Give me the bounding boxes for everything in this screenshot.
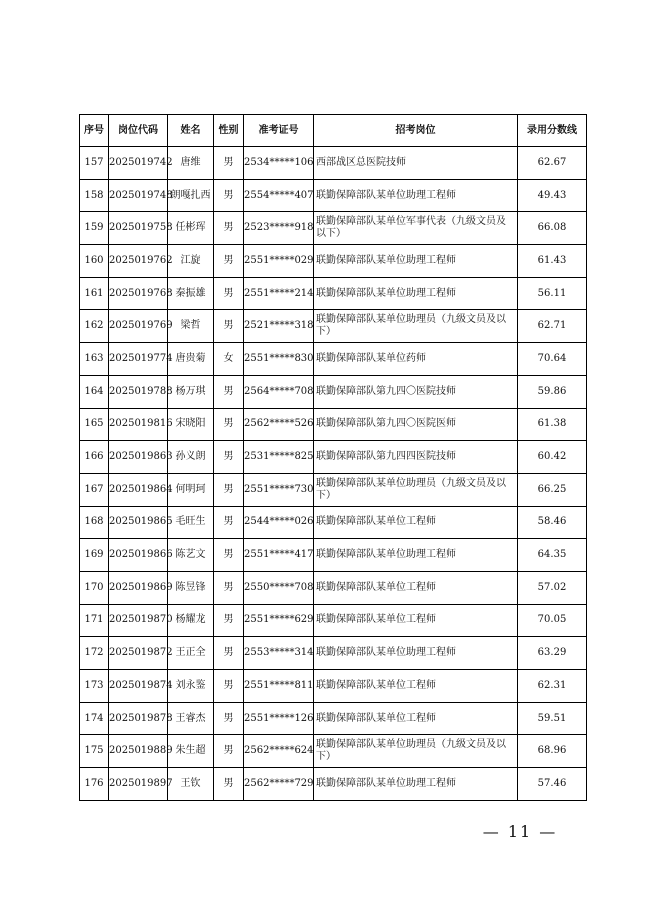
cell-exam-id: 2562*****624 (244, 735, 314, 768)
cell-exam-id: 2550*****708 (244, 571, 314, 604)
cell-post-code: 2025019788 (109, 375, 168, 408)
cell-exam-id: 2564*****708 (244, 375, 314, 408)
cell-post-code: 2025019762 (109, 245, 168, 278)
cell-serial-number: 167 (80, 473, 109, 506)
cell-serial-number: 158 (80, 179, 109, 212)
table-row (80, 147, 587, 180)
cell-score: 57.02 (518, 571, 587, 604)
cell-score: 62.31 (518, 670, 587, 703)
table-row (80, 768, 587, 801)
cell-gender: 男 (214, 604, 244, 637)
cell-serial-number: 172 (80, 637, 109, 670)
cell-post: 联勤保障部队某单位军事代表（九级文员及以下） (314, 212, 518, 245)
cell-post-code: 2025019774 (109, 343, 168, 376)
cell-exam-id: 2551*****126 (244, 702, 314, 735)
cell-post: 联勤保障部队某单位助理员（九级文员及以下） (314, 310, 518, 343)
table-row (80, 179, 587, 212)
cell-serial-number: 171 (80, 604, 109, 637)
cell-exam-id: 2531*****825 (244, 441, 314, 474)
cell-post: 联勤保障部队某单位工程师 (314, 571, 518, 604)
cell-name: 任彬珲 (168, 212, 214, 245)
cell-post: 联勤保障部队某单位助理工程师 (314, 245, 518, 278)
cell-post: 联勤保障部队某单位助理工程师 (314, 277, 518, 310)
cell-name: 陈昱锋 (168, 571, 214, 604)
table-row (80, 245, 587, 278)
table-row (80, 310, 587, 343)
cell-score: 63.29 (518, 637, 587, 670)
cell-score: 61.38 (518, 408, 587, 441)
cell-score: 61.43 (518, 245, 587, 278)
header-post: 招考岗位 (314, 115, 518, 147)
cell-exam-id: 2553*****314 (244, 637, 314, 670)
cell-score: 56.11 (518, 277, 587, 310)
cell-name: 朗嘎扎西 (168, 179, 214, 212)
cell-post: 联勤保障部队某单位药师 (314, 343, 518, 376)
cell-post-code: 2025019864 (109, 473, 168, 506)
table-row (80, 473, 587, 506)
cell-post-code: 2025019758 (109, 212, 168, 245)
cell-post: 联勤保障部队某单位助理员（九级文员及以下） (314, 735, 518, 768)
cell-score: 66.25 (518, 473, 587, 506)
cell-post: 联勤保障部队第九四四医院技师 (314, 441, 518, 474)
cell-name: 刘永鉴 (168, 670, 214, 703)
cell-post-code: 2025019870 (109, 604, 168, 637)
cell-serial-number: 169 (80, 539, 109, 572)
cell-name: 宋晓阳 (168, 408, 214, 441)
header-gender: 性别 (214, 115, 244, 147)
table-row (80, 571, 587, 604)
table-row (80, 277, 587, 310)
cell-exam-id: 2554*****407 (244, 179, 314, 212)
cell-name: 王正全 (168, 637, 214, 670)
cell-gender: 男 (214, 310, 244, 343)
cell-name: 杨耀龙 (168, 604, 214, 637)
cell-post-code: 2025019748 (109, 179, 168, 212)
cell-serial-number: 175 (80, 735, 109, 768)
cell-gender: 男 (214, 473, 244, 506)
table-row (80, 604, 587, 637)
cell-gender: 男 (214, 179, 244, 212)
cell-serial-number: 168 (80, 506, 109, 539)
cell-name: 毛旺生 (168, 506, 214, 539)
cell-score: 60.42 (518, 441, 587, 474)
header-score: 录用分数线 (518, 115, 587, 147)
header-post-code: 岗位代码 (109, 115, 168, 147)
cell-serial-number: 161 (80, 277, 109, 310)
cell-gender: 男 (214, 147, 244, 180)
cell-post-code: 2025019863 (109, 441, 168, 474)
cell-score: 57.46 (518, 768, 587, 801)
cell-name: 杨万琪 (168, 375, 214, 408)
cell-exam-id: 2551*****029 (244, 245, 314, 278)
cell-serial-number: 162 (80, 310, 109, 343)
cell-score: 66.08 (518, 212, 587, 245)
cell-post-code: 2025019897 (109, 768, 168, 801)
cell-gender: 男 (214, 670, 244, 703)
cell-post: 西部战区总医院技师 (314, 147, 518, 180)
cell-post-code: 2025019878 (109, 702, 168, 735)
header-serial-number: 序号 (80, 115, 109, 147)
table-row (80, 441, 587, 474)
cell-post: 联勤保障部队某单位工程师 (314, 506, 518, 539)
table-row (80, 408, 587, 441)
cell-post-code: 2025019869 (109, 571, 168, 604)
cell-score: 49.43 (518, 179, 587, 212)
cell-post: 联勤保障部队第九四〇医院医师 (314, 408, 518, 441)
cell-name: 江旋 (168, 245, 214, 278)
cell-gender: 男 (214, 637, 244, 670)
cell-gender: 男 (214, 571, 244, 604)
cell-gender: 男 (214, 702, 244, 735)
cell-exam-id: 2551*****730 (244, 473, 314, 506)
cell-gender: 男 (214, 539, 244, 572)
header-exam-id: 准考证号 (244, 115, 314, 147)
cell-post: 联勤保障部队某单位助理工程师 (314, 768, 518, 801)
header-name: 姓名 (168, 115, 214, 147)
cell-post: 联勤保障部队某单位助理员（九级文员及以下） (314, 473, 518, 506)
cell-post-code: 2025019768 (109, 277, 168, 310)
cell-exam-id: 2551*****417 (244, 539, 314, 572)
cell-post: 联勤保障部队某单位工程师 (314, 702, 518, 735)
cell-exam-id: 2544*****026 (244, 506, 314, 539)
cell-gender: 男 (214, 735, 244, 768)
cell-name: 秦振雄 (168, 277, 214, 310)
cell-exam-id: 2562*****729 (244, 768, 314, 801)
cell-score: 62.67 (518, 147, 587, 180)
cell-name: 何明珂 (168, 473, 214, 506)
cell-name: 陈艺文 (168, 539, 214, 572)
cell-exam-id: 2534*****106 (244, 147, 314, 180)
cell-score: 70.05 (518, 604, 587, 637)
cell-exam-id: 2551*****629 (244, 604, 314, 637)
cell-gender: 男 (214, 375, 244, 408)
cell-score: 70.64 (518, 343, 587, 376)
cell-name: 孙义朗 (168, 441, 214, 474)
cell-post: 联勤保障部队某单位助理工程师 (314, 637, 518, 670)
table-row (80, 702, 587, 735)
cell-serial-number: 176 (80, 768, 109, 801)
table-row (80, 506, 587, 539)
cell-serial-number: 164 (80, 375, 109, 408)
page-number: — 11 — (482, 822, 558, 841)
cell-name: 王睿杰 (168, 702, 214, 735)
cell-post-code: 2025019742 (109, 147, 168, 180)
cell-name: 唐维 (168, 147, 214, 180)
cell-score: 64.35 (518, 539, 587, 572)
cell-score: 68.96 (518, 735, 587, 768)
cell-gender: 男 (214, 441, 244, 474)
cell-score: 59.86 (518, 375, 587, 408)
cell-post-code: 2025019874 (109, 670, 168, 703)
cell-post-code: 2025019889 (109, 735, 168, 768)
table-row (80, 735, 587, 768)
table-row (80, 670, 587, 703)
cell-serial-number: 170 (80, 571, 109, 604)
cell-exam-id: 2562*****526 (244, 408, 314, 441)
cell-name: 朱生超 (168, 735, 214, 768)
cell-gender: 男 (214, 245, 244, 278)
cell-post-code: 2025019872 (109, 637, 168, 670)
cell-post: 联勤保障部队某单位助理工程师 (314, 179, 518, 212)
cell-gender: 男 (214, 408, 244, 441)
cell-serial-number: 165 (80, 408, 109, 441)
cell-serial-number: 173 (80, 670, 109, 703)
cell-post-code: 2025019866 (109, 539, 168, 572)
cell-gender: 男 (214, 212, 244, 245)
cell-name: 王钦 (168, 768, 214, 801)
cell-exam-id: 2521*****318 (244, 310, 314, 343)
table-row (80, 212, 587, 245)
cell-post: 联勤保障部队某单位工程师 (314, 604, 518, 637)
cell-serial-number: 174 (80, 702, 109, 735)
cell-post: 联勤保障部队某单位助理工程师 (314, 539, 518, 572)
table-row (80, 539, 587, 572)
cell-score: 62.71 (518, 310, 587, 343)
cell-exam-id: 2551*****214 (244, 277, 314, 310)
cell-serial-number: 163 (80, 343, 109, 376)
cell-serial-number: 166 (80, 441, 109, 474)
cell-gender: 女 (214, 343, 244, 376)
cell-gender: 男 (214, 768, 244, 801)
admission-score-table (79, 114, 587, 801)
cell-serial-number: 157 (80, 147, 109, 180)
table-row (80, 375, 587, 408)
cell-score: 58.46 (518, 506, 587, 539)
table-row (80, 637, 587, 670)
cell-post-code: 2025019769 (109, 310, 168, 343)
table-header-row (80, 115, 587, 147)
cell-post-code: 2025019816 (109, 408, 168, 441)
cell-name: 唐贵菊 (168, 343, 214, 376)
cell-serial-number: 160 (80, 245, 109, 278)
cell-name: 梁哲 (168, 310, 214, 343)
cell-exam-id: 2523*****918 (244, 212, 314, 245)
cell-post: 联勤保障部队某单位工程师 (314, 670, 518, 703)
cell-exam-id: 2551*****830 (244, 343, 314, 376)
cell-serial-number: 159 (80, 212, 109, 245)
table-body (80, 147, 587, 801)
table-row (80, 343, 587, 376)
cell-post-code: 2025019865 (109, 506, 168, 539)
cell-score: 59.51 (518, 702, 587, 735)
cell-gender: 男 (214, 506, 244, 539)
cell-gender: 男 (214, 277, 244, 310)
cell-exam-id: 2551*****811 (244, 670, 314, 703)
cell-post: 联勤保障部队第九四〇医院技师 (314, 375, 518, 408)
